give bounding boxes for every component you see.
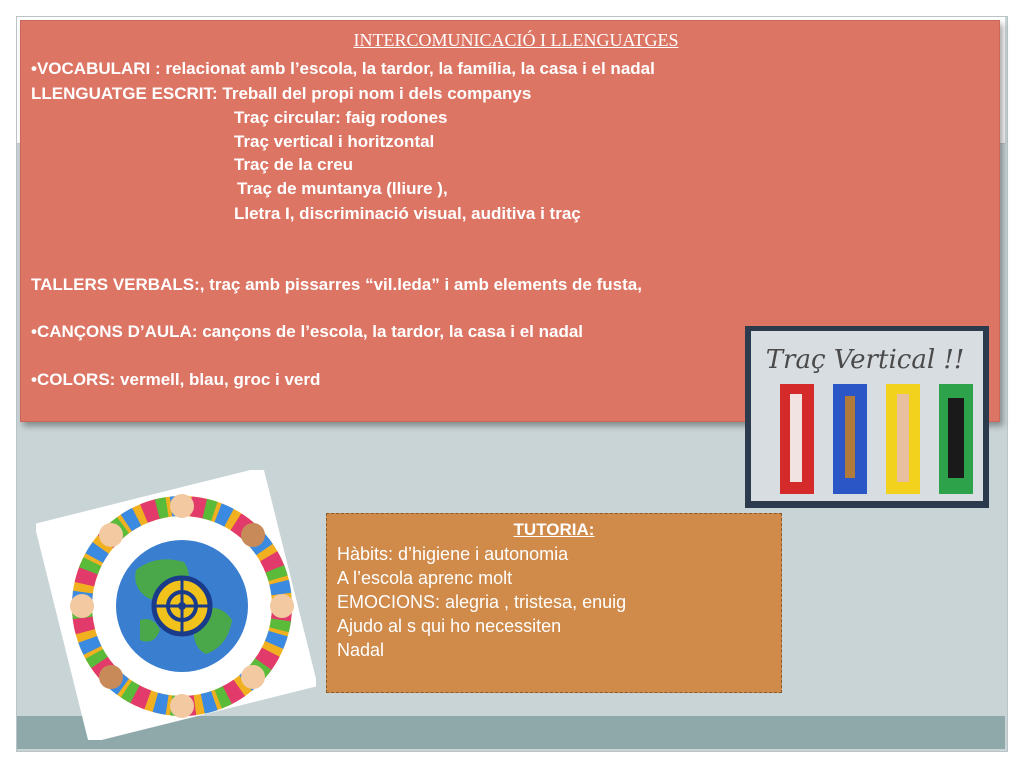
lletra-line: Lletra I, discriminació visual, auditiva i traç — [234, 204, 581, 223]
photo-caption: Traç Vertical !! — [765, 345, 965, 375]
trac-circular-line: Traç circular: faig rodones — [234, 108, 448, 127]
tutoria-box — [326, 513, 782, 693]
vocabulari-line: •VOCABULARI : relacionat amb l’escola, la tardor, la família, la casa i el nadal — [31, 59, 655, 78]
tutoria-item: Hàbits: d’higiene i autonomia — [337, 544, 569, 564]
trac-muntanya-line: Traç de muntanya (lliure ), — [237, 179, 448, 198]
cancons-line: •CANÇONS D’AULA: cançons de l’escola, la tardor, la casa i el nadal — [31, 322, 584, 341]
tutoria-item: A l’escola aprenc molt — [337, 568, 513, 588]
children-around-world-image — [36, 470, 316, 740]
trac-vertical-photo — [745, 326, 989, 508]
tutoria-title: TUTORIA: — [513, 520, 595, 539]
rotary-emblem-icon — [154, 578, 210, 634]
trac-creu-line: Traç de la creu — [234, 155, 354, 174]
colors-line: •COLORS: vermell, blau, groc i verd — [31, 370, 321, 389]
tutoria-item: EMOCIONS: alegria , tristesa, enuig — [337, 592, 627, 612]
trac-vertical-line: Traç vertical i horitzontal — [234, 132, 435, 151]
tallers-verbals-line: TALLERS VERBALS:, traç amb pissarres “vil.leda” i amb elements de fusta, — [31, 275, 642, 294]
tutoria-item: Ajudo al s qui ho necessiten — [337, 616, 562, 636]
tutoria-item: Nadal — [337, 640, 385, 660]
section-title: INTERCOMUNICACIÓ I LLENGUATGES — [353, 30, 679, 50]
llenguatge-escrit-line: LLENGUATGE ESCRIT: Treball del propi nom i dels companys — [31, 84, 532, 103]
